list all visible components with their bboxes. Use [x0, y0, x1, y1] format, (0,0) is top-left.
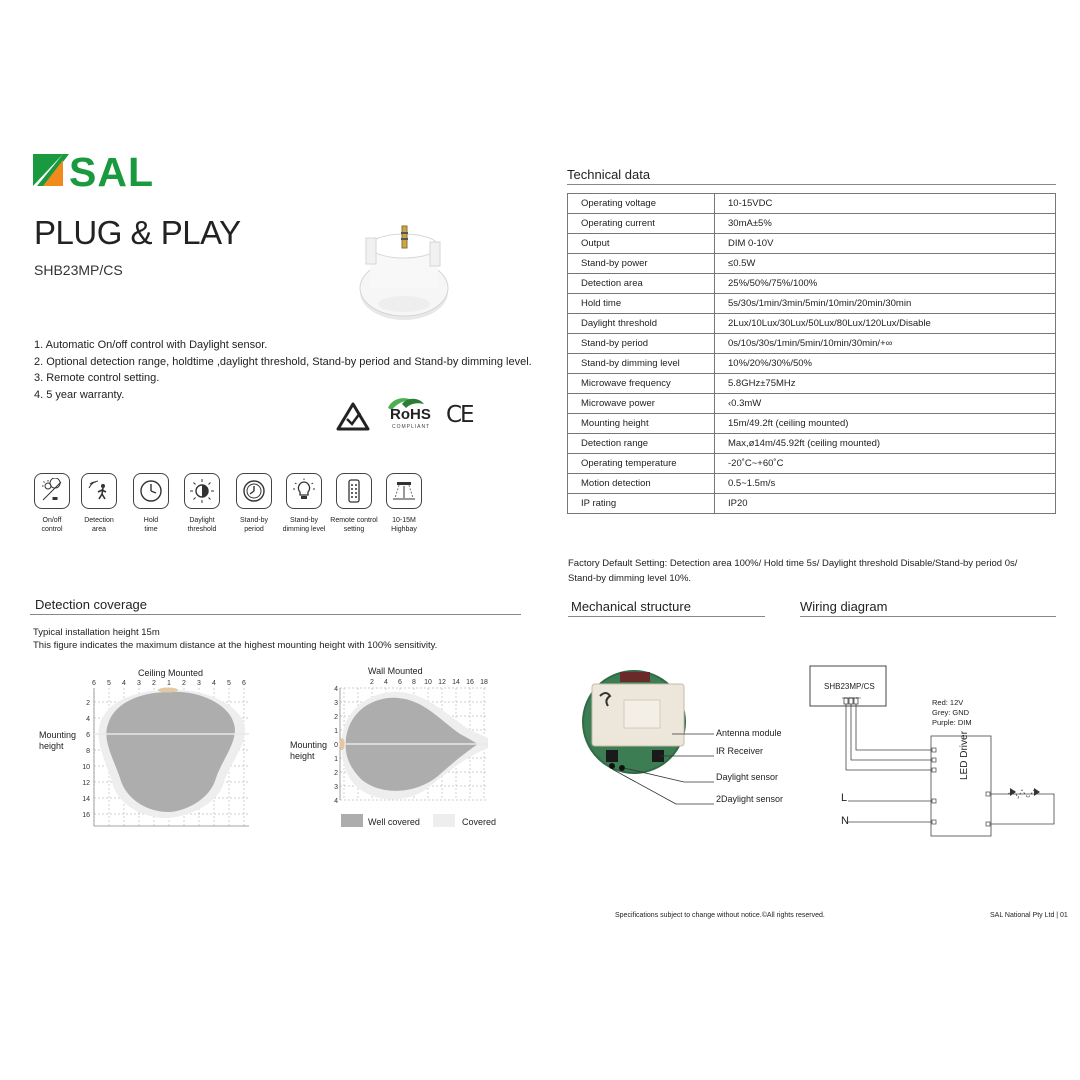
feature-icon-label: Hold time	[143, 517, 159, 533]
highbay-icon	[386, 473, 422, 509]
factory-default-text: Factory Default Setting: Detection area 100%/ Hold time 5s/ Daylight threshold Disable/Stand-by period 0s/ Stand-by dimming level 10%.	[568, 558, 1018, 584]
clock-icon	[133, 473, 169, 509]
line-label: L	[841, 792, 848, 804]
ceiling-mounted-diagram	[34, 668, 274, 838]
wiring-divider	[800, 616, 1056, 617]
feature-icon-label: On/off control	[41, 517, 63, 533]
ceiling-y-tick: 2	[86, 700, 90, 707]
wiring-pin-labels: DIM GND 12V	[842, 696, 862, 700]
model-number: SHB23MP/CS	[34, 262, 123, 278]
sal-logo	[33, 152, 173, 192]
neutral-label: N	[841, 815, 849, 827]
detection-heading: Detection coverage	[35, 597, 148, 612]
wall-x-tick: 6	[398, 679, 402, 686]
feature-icon-label: Daylight threshold	[187, 517, 217, 533]
tech-key: Daylight threshold	[568, 314, 715, 334]
feature-icon-cell	[73, 473, 125, 534]
feature-icon-label: Stand-by period	[239, 517, 269, 533]
feature-list	[34, 337, 532, 403]
feature-icon-label: 10-15M Highbay	[391, 517, 417, 533]
tech-row	[568, 314, 1056, 334]
technical-data-heading: Technical data	[567, 167, 651, 182]
wall-y-tick: 1	[334, 756, 338, 763]
tech-key: Hold time	[568, 294, 715, 314]
wire-color-grey: Grey: GND	[932, 708, 970, 717]
detection-line-1: Typical installation height 15m	[33, 627, 160, 638]
tech-key: Detection range	[568, 434, 715, 454]
feature-item: 1. Automatic On/off control with Daylight sensor.	[34, 339, 268, 351]
bulb-sun-icon	[34, 473, 70, 509]
detection-description	[33, 626, 437, 652]
tech-value: DIM 0-10V	[715, 234, 1056, 254]
wall-y-tick: 3	[334, 784, 338, 791]
product-image	[356, 222, 456, 322]
legend-covered-label: Covered	[462, 817, 497, 827]
page-title: PLUG & PLAY	[34, 214, 241, 251]
tech-row	[568, 194, 1056, 214]
tech-value: 5s/30s/1min/3min/5min/10min/20min/30min	[715, 294, 1056, 314]
ceiling-y-tick: 8	[86, 748, 90, 755]
wall-x-tick: 4	[384, 679, 388, 686]
ceiling-x-tick: 2	[182, 680, 186, 687]
ceiling-y-tick: 12	[82, 780, 90, 787]
feature-icon-cell	[176, 473, 228, 534]
ceiling-y-tick: 4	[86, 716, 90, 723]
daylight-sensor-label: Daylight sensor	[716, 772, 779, 782]
wiring-diagram	[808, 664, 1058, 839]
tech-value: IP20	[715, 494, 1056, 514]
tech-key: Mounting height	[568, 414, 715, 434]
feature-icons	[30, 473, 430, 543]
ceiling-y-tick: 6	[86, 732, 90, 739]
ceiling-x-tick: 6	[92, 680, 96, 687]
ceiling-title: Ceiling Mounted	[138, 668, 204, 678]
dimming-bulb-icon	[286, 473, 322, 509]
motion-icon	[81, 473, 117, 509]
wall-y-tick: 0	[334, 742, 338, 749]
wall-x-tick: 14	[452, 679, 460, 686]
tech-row	[568, 354, 1056, 374]
tech-row	[568, 454, 1056, 474]
feature-icon-cell	[278, 473, 330, 534]
ceiling-x-tick: 3	[137, 680, 141, 687]
daylight-sensor-2-label: 2Daylight sensor	[716, 794, 784, 804]
detection-divider	[30, 614, 521, 615]
tech-key: Microwave power	[568, 394, 715, 414]
remote-icon	[336, 473, 372, 509]
tech-key: Operating current	[568, 214, 715, 234]
standby-clock-icon	[236, 473, 272, 509]
wall-y-tick: 4	[334, 798, 338, 805]
wall-x-tick: 12	[438, 679, 446, 686]
feature-icon-label: Stand-by dimming level	[282, 517, 326, 533]
tech-row	[568, 254, 1056, 274]
tech-row	[568, 214, 1056, 234]
tech-row	[568, 414, 1056, 434]
tech-value: Max,ø14m/45.92ft (ceiling mounted)	[715, 434, 1056, 454]
tech-key: IP rating	[568, 494, 715, 514]
feature-item: 3. Remote control setting.	[34, 372, 160, 384]
wall-y-tick: 3	[334, 700, 338, 707]
tech-key: Microwave frequency	[568, 374, 715, 394]
mechanical-diagram	[580, 666, 800, 816]
ce-mark: CE	[446, 402, 473, 428]
feature-icon-cell	[328, 473, 380, 534]
wall-y-tick: 4	[334, 686, 338, 693]
ceiling-y-tick: 14	[82, 796, 90, 803]
ceiling-x-tick: 4	[212, 680, 216, 687]
feature-item: 2. Optional detection range, holdtime ,daylight threshold, Stand-by period and Stand-by dimming level.	[34, 355, 532, 368]
detection-line-2: This figure indicates the maximum distance at the highest mounting height with 100% sensitivity.	[33, 640, 438, 651]
feature-item: 4. 5 year warranty.	[34, 388, 125, 401]
ceiling-x-tick: 6	[242, 680, 246, 687]
legend-well-swatch	[341, 814, 363, 827]
ceiling-y-tick: 10	[82, 764, 90, 771]
rcm-mark-icon	[336, 402, 370, 432]
tech-value: 15m/49.2ft (ceiling mounted)	[715, 414, 1056, 434]
wall-x-tick: 2	[370, 679, 374, 686]
tech-key: Stand-by period	[568, 334, 715, 354]
feature-icon-cell	[125, 473, 177, 534]
tech-key: Output	[568, 234, 715, 254]
led-driver-label: LED Driver	[959, 731, 970, 780]
wire-color-legend	[932, 698, 972, 728]
tech-value: 0s/10s/30s/1min/5min/10min/30min/+∞	[715, 334, 1056, 354]
tech-row	[568, 234, 1056, 254]
footer-company: SAL National Pty Ltd | 01	[990, 912, 1068, 919]
technical-divider	[567, 184, 1056, 185]
tech-key: Operating temperature	[568, 454, 715, 474]
wall-y-tick: 1	[334, 728, 338, 735]
tech-key: Motion detection	[568, 474, 715, 494]
tech-value: ‹0.3mW	[715, 394, 1056, 414]
wall-x-tick: 8	[412, 679, 416, 686]
wall-y-tick: 2	[334, 714, 338, 721]
wiring-device-label: SHB23MP/CS	[824, 682, 875, 691]
ceiling-y-tick: 16	[82, 812, 90, 819]
tech-row	[568, 334, 1056, 354]
mechanical-divider	[568, 616, 765, 617]
antenna-label: Antenna module	[716, 728, 782, 738]
footer-disclaimer: Specifications subject to change without notice.©All rights reserved.	[615, 912, 825, 919]
mechanical-heading: Mechanical structure	[571, 599, 691, 614]
wire-color-red: Red: 12V	[932, 698, 964, 707]
rohs-text: RoHS	[390, 406, 431, 423]
wall-x-tick: 16	[466, 679, 474, 686]
wall-chart	[288, 676, 513, 806]
wall-x-tick: 18	[480, 679, 488, 686]
wall-title: Wall Mounted	[368, 666, 423, 676]
tech-key: Operating voltage	[568, 194, 715, 214]
tech-row	[568, 394, 1056, 414]
tech-key: Stand-by dimming level	[568, 354, 715, 374]
ceiling-x-tick: 4	[122, 680, 126, 687]
feature-icon-cell	[378, 473, 430, 534]
tech-key: Stand-by power	[568, 254, 715, 274]
wall-x-tick: 10	[424, 679, 432, 686]
tech-value: ≤0.5W	[715, 254, 1056, 274]
tech-row	[568, 494, 1056, 514]
wall-mounted-diagram	[288, 666, 513, 841]
ceiling-side-label: Mounting height	[39, 730, 77, 751]
tech-value: 30mA±5%	[715, 214, 1056, 234]
technical-table	[567, 193, 1056, 514]
ceiling-x-tick: 5	[107, 680, 111, 687]
wire-color-purple: Purple: DIM	[932, 718, 972, 727]
wiring-heading: Wiring diagram	[800, 599, 888, 614]
tech-value: 5.8GHz±75MHz	[715, 374, 1056, 394]
feature-icon-cell	[228, 473, 280, 534]
wall-side-label: Mounting height	[290, 740, 328, 761]
tech-key: Detection area	[568, 274, 715, 294]
tech-value: 0.5~1.5m/s	[715, 474, 1056, 494]
tech-value: 25%/50%/75%/100%	[715, 274, 1056, 294]
wall-y-tick: 2	[334, 770, 338, 777]
ir-receiver-label: IR Receiver	[716, 746, 764, 756]
ceiling-x-tick: 1	[167, 680, 171, 687]
tech-row	[568, 274, 1056, 294]
tech-value: 10%/20%/30%/50%	[715, 354, 1056, 374]
ceiling-x-tick: 3	[197, 680, 201, 687]
tech-row	[568, 434, 1056, 454]
ceiling-chart	[34, 678, 274, 838]
tech-value: -20˚C~+60˚C	[715, 454, 1056, 474]
feature-icon-label: Detection area	[84, 517, 114, 533]
ceiling-x-tick: 5	[227, 680, 231, 687]
legend-well-label: Well covered	[368, 817, 420, 827]
tech-value: 10-15VDC	[715, 194, 1056, 214]
tech-value: 2Lux/10Lux/30Lux/50Lux/80Lux/120Lux/Disable	[715, 314, 1056, 334]
feature-icon-cell	[26, 473, 78, 534]
ceiling-x-tick: 2	[152, 680, 156, 687]
rohs-sub: COMPLIANT	[392, 424, 431, 430]
tech-row	[568, 294, 1056, 314]
legend-covered-swatch	[433, 814, 455, 827]
tech-row	[568, 474, 1056, 494]
tech-row	[568, 374, 1056, 394]
daylight-icon	[184, 473, 220, 509]
feature-icon-label: Remote control setting	[330, 517, 378, 533]
svg-text:SAL: SAL	[69, 152, 154, 192]
